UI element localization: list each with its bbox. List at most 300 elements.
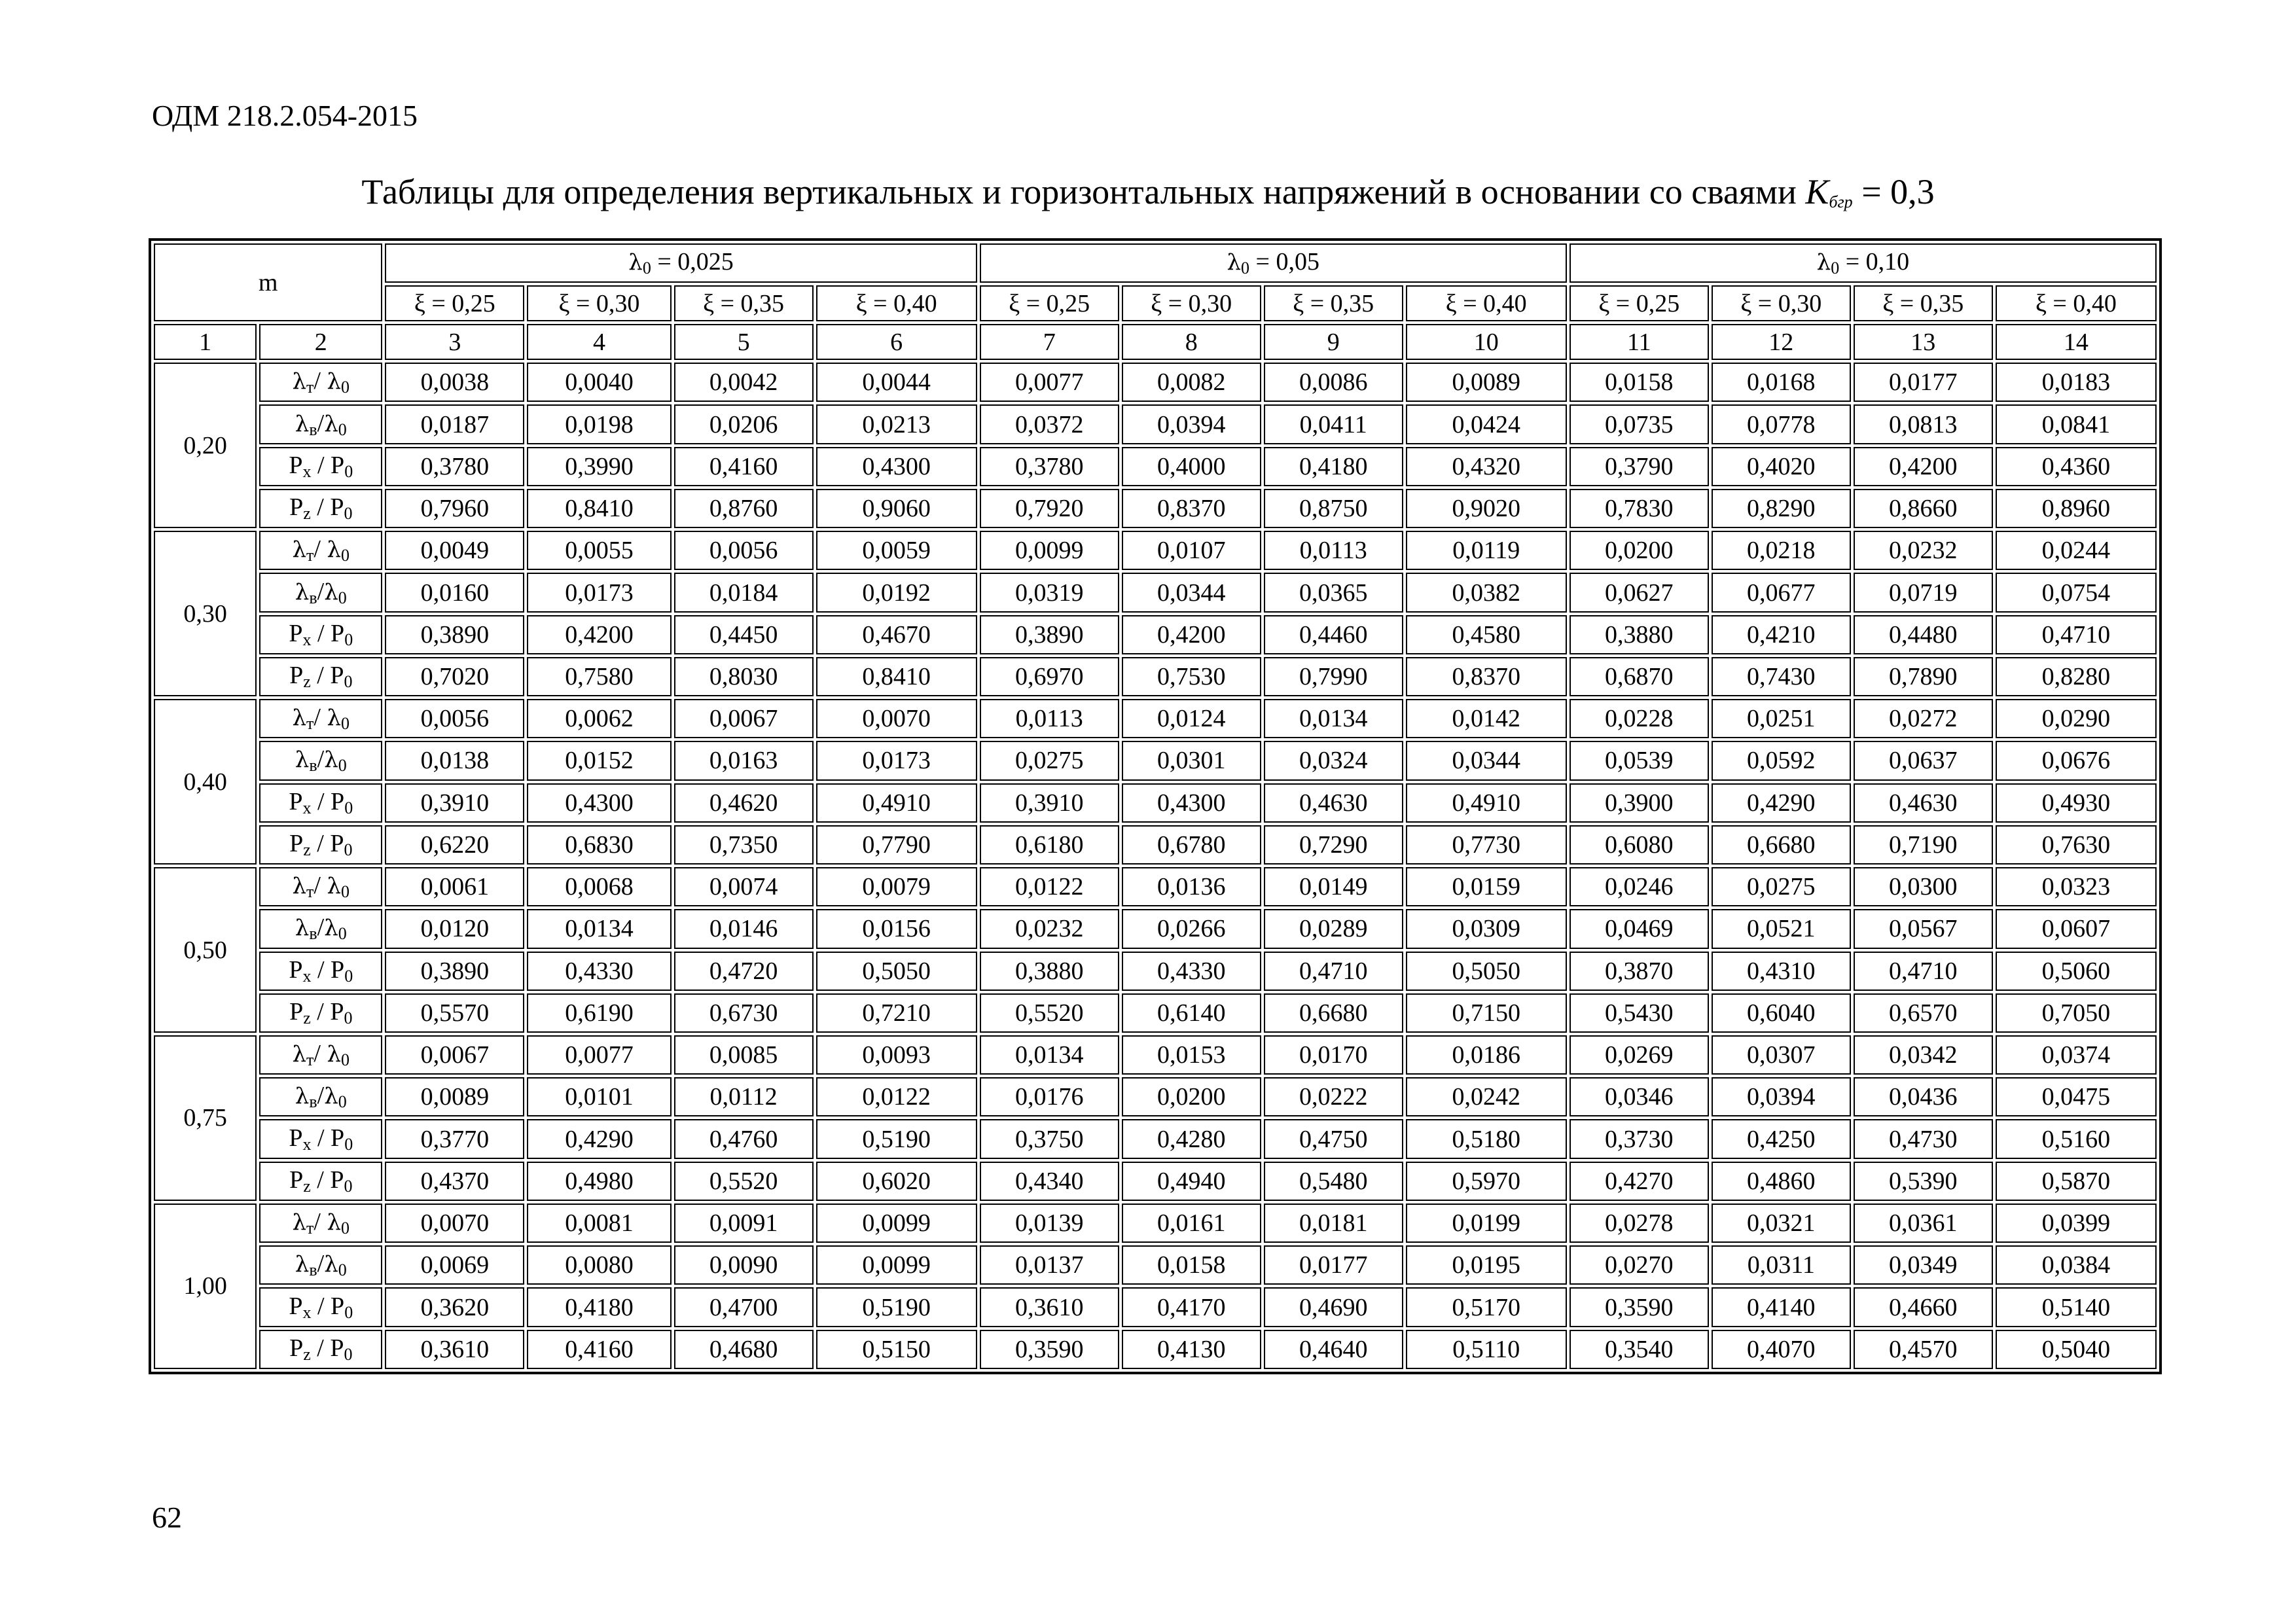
value-cell: 0,0436 [1854,1077,1993,1116]
value-cell: 0,4340 [980,1162,1119,1201]
value-cell: 0,4750 [1264,1119,1403,1158]
stress-table [149,238,2162,1374]
value-cell: 0,0113 [980,699,1119,738]
value-cell: 0,0044 [816,363,977,402]
value-cell: 0,5140 [1996,1287,2157,1327]
value-cell: 0,7990 [1264,657,1403,696]
value-cell: 0,3610 [980,1287,1119,1327]
param-label: $\lambda_в/\lambda_0$ [259,1245,382,1285]
value-cell: 0,4300 [816,447,977,486]
value-cell: 0,5570 [385,993,524,1033]
value-cell: 0,0055 [527,531,671,570]
column-number: 7 [980,324,1119,360]
value-cell: 0,6730 [674,993,814,1033]
value-cell: 0,6680 [1712,825,1851,865]
param-label: $P_x / P_0$ [259,783,382,823]
value-cell: 0,4330 [1122,952,1261,991]
value-cell: 0,4300 [1122,783,1261,823]
value-cell: 0,0156 [816,909,977,948]
table-row [154,783,2157,823]
table-row [154,741,2157,780]
value-cell: 0,4930 [1996,783,2157,823]
value-cell: 0,8410 [527,489,671,528]
m-value: 0,50 [154,867,257,1033]
value-cell: 0,0173 [816,741,977,780]
value-cell: 0,3540 [1570,1330,1709,1369]
page-number: 62 [152,1501,182,1534]
header-row-lambda [154,243,2157,283]
value-cell: 0,4020 [1712,447,1851,486]
param-label: $\lambda_в/\lambda_0$ [259,741,382,780]
value-cell: 0,0042 [674,363,814,402]
value-cell: 0,5160 [1996,1119,2157,1158]
value-cell: 0,0567 [1854,909,1993,948]
value-cell: 0,3910 [385,783,524,823]
value-cell: 0,8290 [1712,489,1851,528]
value-cell: 0,0137 [980,1245,1119,1285]
value-cell: 0,7210 [816,993,977,1033]
xi-header: ξ = 0,40 [816,285,977,321]
value-cell: 0,0251 [1712,699,1851,738]
value-cell: 0,0091 [674,1204,814,1243]
xi-header: ξ = 0,25 [385,285,524,321]
value-cell: 0,4460 [1264,615,1403,654]
column-number: 13 [1854,324,1993,360]
value-cell: 0,0038 [385,363,524,402]
k-value: = 0,3 [1852,172,1935,211]
value-cell: 0,0138 [385,741,524,780]
value-cell: 0,0222 [1264,1077,1403,1116]
value-cell: 0,4580 [1406,615,1567,654]
xi-header: ξ = 0,25 [1570,285,1709,321]
value-cell: 0,4860 [1712,1162,1851,1201]
value-cell: 0,0181 [1264,1204,1403,1243]
value-cell: 0,5430 [1570,993,1709,1033]
table-title-text: Таблицы для определения вертикальных и горизонтальных напряжений в основании со сваями [361,172,1806,211]
xi-header: ξ = 0,35 [1854,285,1993,321]
value-cell: 0,0218 [1712,531,1851,570]
value-cell: 0,4330 [527,952,671,991]
value-cell: 0,0160 [385,573,524,612]
value-cell: 0,0411 [1264,404,1403,444]
value-cell: 0,0184 [674,573,814,612]
table-body [154,243,2157,1369]
value-cell: 0,4070 [1712,1330,1851,1369]
value-cell: 0,0186 [1406,1035,1567,1075]
k-symbol: $K_{бгр}$ [1805,172,1853,211]
value-cell: 0,7790 [816,825,977,865]
value-cell: 0,0099 [816,1204,977,1243]
value-cell: 0,0841 [1996,404,2157,444]
value-cell: 0,0113 [1264,531,1403,570]
param-label: $\lambda_в/\lambda_0$ [259,1077,382,1116]
value-cell: 0,7290 [1264,825,1403,865]
value-cell: 0,5150 [816,1330,977,1369]
param-label: $\lambda_т/$ $\lambda_0$ [259,867,382,906]
value-cell: 0,9060 [816,489,977,528]
value-cell: 0,0469 [1570,909,1709,948]
table-row [154,699,2157,738]
value-cell: 0,3890 [980,615,1119,654]
value-cell: 0,0134 [980,1035,1119,1075]
value-cell: 0,0177 [1264,1245,1403,1285]
value-cell: 0,3910 [980,783,1119,823]
value-cell: 0,0424 [1406,404,1567,444]
value-cell: 0,5110 [1406,1330,1567,1369]
value-cell: 0,3750 [980,1119,1119,1158]
table-row [154,1077,2157,1116]
value-cell: 0,6680 [1264,993,1403,1033]
value-cell: 0,0122 [816,1077,977,1116]
value-cell: 0,7960 [385,489,524,528]
param-label: $P_z / P_0$ [259,1162,382,1201]
value-cell: 0,0192 [816,573,977,612]
value-cell: 0,0290 [1996,699,2157,738]
value-cell: 0,7580 [527,657,671,696]
value-cell: 0,5060 [1996,952,2157,991]
value-cell: 0,0082 [1122,363,1261,402]
value-cell: 0,5170 [1406,1287,1567,1327]
value-cell: 0,8370 [1122,489,1261,528]
param-label: $P_x / P_0$ [259,952,382,991]
value-cell: 0,0399 [1996,1204,2157,1243]
value-cell: 0,0183 [1996,363,2157,402]
value-cell: 0,0627 [1570,573,1709,612]
value-cell: 0,4140 [1712,1287,1851,1327]
value-cell: 0,0213 [816,404,977,444]
column-number: 11 [1570,324,1709,360]
value-cell: 0,0244 [1996,531,2157,570]
value-cell: 0,4660 [1854,1287,1993,1327]
value-cell: 0,0311 [1712,1245,1851,1285]
value-cell: 0,0365 [1264,573,1403,612]
xi-header: ξ = 0,40 [1996,285,2157,321]
value-cell: 0,0676 [1996,741,2157,780]
value-cell: 0,0068 [527,867,671,906]
value-cell: 0,4280 [1122,1119,1261,1158]
value-cell: 0,4940 [1122,1162,1261,1201]
m-value: 0,30 [154,531,257,696]
table-row [154,489,2157,528]
value-cell: 0,0107 [1122,531,1261,570]
table-row [154,867,2157,906]
lambda-group-header: $\lambda_0 = 0,10$ [1570,243,2157,283]
value-cell: 0,8960 [1996,489,2157,528]
param-label: $P_x / P_0$ [259,1119,382,1158]
value-cell: 0,0324 [1264,741,1403,780]
value-cell: 0,0813 [1854,404,1993,444]
value-cell: 0,4680 [674,1330,814,1369]
value-cell: 0,0061 [385,867,524,906]
table-row [154,1204,2157,1243]
value-cell: 0,0754 [1996,573,2157,612]
value-cell: 0,0372 [980,404,1119,444]
value-cell: 0,5870 [1996,1162,2157,1201]
value-cell: 0,6080 [1570,825,1709,865]
value-cell: 0,6570 [1854,993,1993,1033]
value-cell: 0,0040 [527,363,671,402]
value-cell: 0,5180 [1406,1119,1567,1158]
value-cell: 0,0077 [980,363,1119,402]
table-row [154,1035,2157,1075]
xi-header: ξ = 0,35 [1264,285,1403,321]
value-cell: 0,0228 [1570,699,1709,738]
value-cell: 0,4760 [674,1119,814,1158]
param-label: $\lambda_т/$ $\lambda_0$ [259,363,382,402]
value-cell: 0,0080 [527,1245,671,1285]
value-cell: 0,0719 [1854,573,1993,612]
value-cell: 0,7050 [1996,993,2157,1033]
table-title [0,171,2296,212]
value-cell: 0,0269 [1570,1035,1709,1075]
value-cell: 0,0170 [1264,1035,1403,1075]
value-cell: 0,0361 [1854,1204,1993,1243]
value-cell: 0,5040 [1996,1330,2157,1369]
value-cell: 0,0246 [1570,867,1709,906]
value-cell: 0,0081 [527,1204,671,1243]
value-cell: 0,4690 [1264,1287,1403,1327]
value-cell: 0,0163 [674,741,814,780]
table-row [154,825,2157,865]
value-cell: 0,0161 [1122,1204,1261,1243]
value-cell: 0,0120 [385,909,524,948]
column-number: 12 [1712,324,1851,360]
value-cell: 0,4160 [674,447,814,486]
table-row [154,1162,2157,1201]
value-cell: 0,3620 [385,1287,524,1327]
value-cell: 0,0146 [674,909,814,948]
table-row [154,1119,2157,1158]
value-cell: 0,0195 [1406,1245,1567,1285]
value-cell: 0,4300 [527,783,671,823]
value-cell: 0,4180 [527,1287,671,1327]
value-cell: 0,3900 [1570,783,1709,823]
xi-header: ξ = 0,30 [1712,285,1851,321]
column-number: 2 [259,324,382,360]
m-value: 1,00 [154,1204,257,1369]
table-row [154,909,2157,948]
value-cell: 0,4250 [1712,1119,1851,1158]
value-cell: 0,0070 [816,699,977,738]
value-cell: 0,0158 [1570,363,1709,402]
value-cell: 0,0059 [816,531,977,570]
value-cell: 0,6040 [1712,993,1851,1033]
value-cell: 0,0069 [385,1245,524,1285]
value-cell: 0,0067 [385,1035,524,1075]
header-row-xi [154,285,2157,321]
value-cell: 0,7630 [1996,825,2157,865]
value-cell: 0,5390 [1854,1162,1993,1201]
value-cell: 0,0384 [1996,1245,2157,1285]
value-cell: 0,8760 [674,489,814,528]
value-cell: 0,4700 [674,1287,814,1327]
value-cell: 0,0637 [1854,741,1993,780]
value-cell: 0,0735 [1570,404,1709,444]
value-cell: 0,5190 [816,1287,977,1327]
table-row [154,1330,2157,1369]
value-cell: 0,0677 [1712,573,1851,612]
value-cell: 0,0475 [1996,1077,2157,1116]
value-cell: 0,0099 [980,531,1119,570]
value-cell: 0,0168 [1712,363,1851,402]
value-cell: 0,7890 [1854,657,1993,696]
value-cell: 0,0074 [674,867,814,906]
table-row [154,993,2157,1033]
value-cell: 0,0539 [1570,741,1709,780]
value-cell: 0,4130 [1122,1330,1261,1369]
value-cell: 0,0187 [385,404,524,444]
value-cell: 0,0099 [816,1245,977,1285]
value-cell: 0,3870 [1570,952,1709,991]
value-cell: 0,0301 [1122,741,1261,780]
value-cell: 0,4450 [674,615,814,654]
value-cell: 0,5050 [1406,952,1567,991]
value-cell: 0,3610 [385,1330,524,1369]
value-cell: 0,3890 [385,952,524,991]
param-label: $\lambda_т/$ $\lambda_0$ [259,531,382,570]
value-cell: 0,0200 [1570,531,1709,570]
value-cell: 0,4570 [1854,1330,1993,1369]
xi-header: ξ = 0,30 [1122,285,1261,321]
value-cell: 0,4180 [1264,447,1403,486]
value-cell: 0,4620 [674,783,814,823]
value-cell: 0,0592 [1712,741,1851,780]
table-row [154,447,2157,486]
value-cell: 0,0119 [1406,531,1567,570]
value-cell: 0,0232 [1854,531,1993,570]
value-cell: 0,3890 [385,615,524,654]
value-cell: 0,0289 [1264,909,1403,948]
value-cell: 0,4160 [527,1330,671,1369]
value-cell: 0,0049 [385,531,524,570]
value-cell: 0,7830 [1570,489,1709,528]
value-cell: 0,0093 [816,1035,977,1075]
value-cell: 0,3880 [980,952,1119,991]
param-label: $\lambda_т/$ $\lambda_0$ [259,699,382,738]
value-cell: 0,0089 [385,1077,524,1116]
value-cell: 0,7150 [1406,993,1567,1033]
value-cell: 0,6970 [980,657,1119,696]
param-label: $P_x / P_0$ [259,615,382,654]
value-cell: 0,4290 [527,1119,671,1158]
value-cell: 0,5480 [1264,1162,1403,1201]
value-cell: 0,0521 [1712,909,1851,948]
value-cell: 0,0158 [1122,1245,1261,1285]
param-label: $P_z / P_0$ [259,993,382,1033]
value-cell: 0,0101 [527,1077,671,1116]
param-label: $P_z / P_0$ [259,657,382,696]
param-label: $P_z / P_0$ [259,1330,382,1369]
value-cell: 0,3770 [385,1119,524,1158]
table-row [154,657,2157,696]
value-cell: 0,8030 [674,657,814,696]
value-cell: 0,4910 [816,783,977,823]
value-cell: 0,5970 [1406,1162,1567,1201]
xi-header: ξ = 0,35 [674,285,814,321]
param-label: $P_x / P_0$ [259,1287,382,1327]
param-label: $\lambda_в/\lambda_0$ [259,573,382,612]
table-row [154,1245,2157,1285]
value-cell: 0,4200 [1122,615,1261,654]
value-cell: 0,7730 [1406,825,1567,865]
value-cell: 0,4630 [1264,783,1403,823]
value-cell: 0,4270 [1570,1162,1709,1201]
value-cell: 0,0778 [1712,404,1851,444]
value-cell: 0,0344 [1406,741,1567,780]
value-cell: 0,4000 [1122,447,1261,486]
value-cell: 0,4910 [1406,783,1567,823]
value-cell: 0,3590 [980,1330,1119,1369]
value-cell: 0,6780 [1122,825,1261,865]
value-cell: 0,0242 [1406,1077,1567,1116]
value-cell: 0,6020 [816,1162,977,1201]
value-cell: 0,0275 [1712,867,1851,906]
m-value: 0,20 [154,363,257,528]
value-cell: 0,0085 [674,1035,814,1075]
value-cell: 0,4980 [527,1162,671,1201]
xi-header: ξ = 0,30 [527,285,671,321]
value-cell: 0,0307 [1712,1035,1851,1075]
value-cell: 0,4170 [1122,1287,1261,1327]
value-cell: 0,3990 [527,447,671,486]
lambda-group-header: $\lambda_0 = 0,025$ [385,243,977,283]
value-cell: 0,5520 [980,993,1119,1033]
value-cell: 0,0198 [527,404,671,444]
value-cell: 0,3590 [1570,1287,1709,1327]
value-cell: 0,7350 [674,825,814,865]
value-cell: 0,4630 [1854,783,1993,823]
param-label: $P_z / P_0$ [259,825,382,865]
value-cell: 0,7430 [1712,657,1851,696]
value-cell: 0,8410 [816,657,977,696]
value-cell: 0,0374 [1996,1035,2157,1075]
value-cell: 0,6870 [1570,657,1709,696]
value-cell: 0,0323 [1996,867,2157,906]
value-cell: 0,0139 [980,1204,1119,1243]
value-cell: 0,5050 [816,952,977,991]
column-number: 8 [1122,324,1261,360]
value-cell: 0,0149 [1264,867,1403,906]
value-cell: 0,4200 [1854,447,1993,486]
document-code: ОДМ 218.2.054-2015 [152,99,418,132]
value-cell: 0,0309 [1406,909,1567,948]
value-cell: 0,4290 [1712,783,1851,823]
value-cell: 0,0153 [1122,1035,1261,1075]
value-cell: 0,0070 [385,1204,524,1243]
value-cell: 0,0177 [1854,363,1993,402]
value-cell: 0,4710 [1264,952,1403,991]
value-cell: 0,0278 [1570,1204,1709,1243]
value-cell: 0,0152 [527,741,671,780]
m-header: m [154,243,382,321]
value-cell: 0,0319 [980,573,1119,612]
value-cell: 0,0266 [1122,909,1261,948]
table-row [154,404,2157,444]
value-cell: 0,6190 [527,993,671,1033]
value-cell: 0,4480 [1854,615,1993,654]
column-number: 9 [1264,324,1403,360]
column-number: 4 [527,324,671,360]
value-cell: 0,0124 [1122,699,1261,738]
value-cell: 0,8660 [1854,489,1993,528]
param-label: $\lambda_в/\lambda_0$ [259,404,382,444]
value-cell: 0,0159 [1406,867,1567,906]
value-cell: 0,0321 [1712,1204,1851,1243]
value-cell: 0,4200 [527,615,671,654]
value-cell: 0,4320 [1406,447,1567,486]
value-cell: 0,4730 [1854,1119,1993,1158]
value-cell: 0,5520 [674,1162,814,1201]
